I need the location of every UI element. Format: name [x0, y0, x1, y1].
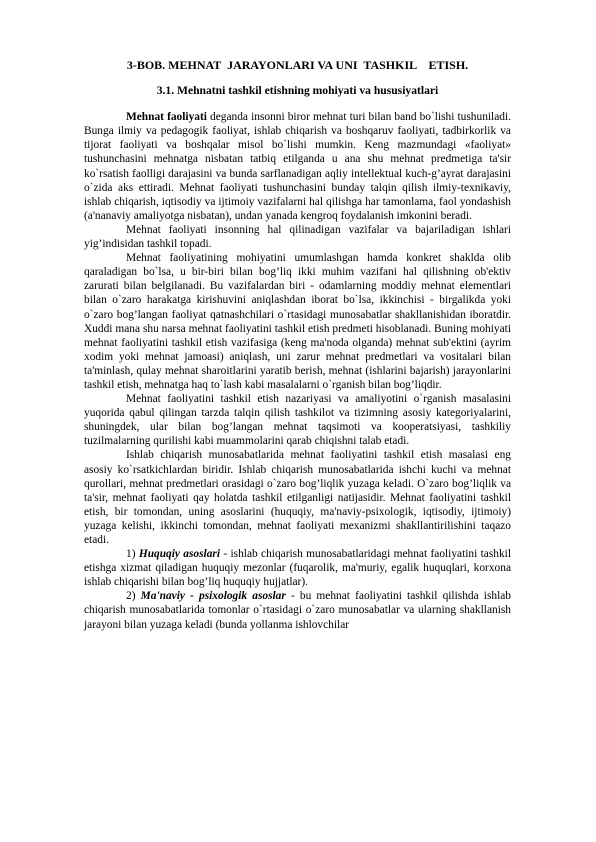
term-mehnat-faoliyati: Mehnat faoliyati [126, 111, 207, 124]
paragraph-text: Ishlab chiqarish munosabatlarida mehnat faoliyatini tashkil etish masalasi eng asosiy ko`rsatkichlardan biridir. Ishlab chiqarish munosabatlarida ishchi kuchi va mehnat qurollari, mehnat predmetlari orasidagi o`zaro bog’liqlik yuzaga keladi. O`zaro bog’liqlik va ta'sir, mehnat faoliyati qay holatda tashkil etilganligi natijasidir. Mehnat faoliyatini tashkil etish, bir tomondan, uning asoslarini (huquqiy, ma'naviy-psixologik, iqtisodiy, ijtimoiy) yuzaga kelishi, ikkinchi tomondan, mehnat faoliyati mexanizmi shakllantirilishini taqazo etadi. [84, 449, 511, 546]
list-item-manaviy-psixologik [84, 589, 511, 631]
document-page [84, 58, 511, 632]
chapter-title: 3-BOB. MEHNAT JARAYONLARI VA UNI TASHKIL ETISH. [126, 58, 469, 72]
paragraph-mohiyati [84, 251, 511, 392]
paragraph-mehnat-faoliyati [84, 110, 511, 223]
term-manaviy-psixologik: Ma'naviy - psixologik asoslar [140, 590, 286, 603]
list-number: 1) [126, 548, 139, 561]
section-title: 3.1. Mehnatni tashkil etishning mohiyati va hususiyatlari [156, 84, 439, 98]
paragraph-text: Mehnat faoliyatini tashkil etish nazariyasi va amaliyotini o`rganish masalasini yuqorida qabul qilingan tarzda talqin qilish tashkilot va tizimning asosiy kategoriyalarini, shuningdek, ular bilan bog’langan mehnat taqsimoti va kooperatsiyasi, tashkiliy tuzilmalarning qurilishi kabi muammolarini qarab chiqishni talab etadi. [84, 393, 511, 448]
paragraph-text: - bu mehnat faoliyatini tashkil qilishda ishlab chiqarish munosabatlarida tomonlar o`rtasidagi o`zaro munosabatlar va ularning shakllanish jarayoni bilan yuzaga keladi (bunda yollanma ishlovchilar [84, 590, 511, 631]
paragraph-text: - ishlab chiqarish munosabatlaridagi mehnat faoliyatini tashkil etishga xizmat qiladigan huquqiy mezonlar (fuqarolik, ma'muriy, egalik huquqlari, korxona ishlab chiqarishi bilan bog’liq huquqiy hujjatlar). [84, 548, 511, 589]
paragraph-nazariyasi [84, 392, 511, 448]
paragraph-definition [84, 223, 511, 251]
term-huquqiy-asoslari: Huquqiy asoslari [138, 548, 221, 561]
list-number: 2) [126, 590, 141, 603]
paragraph-ishlab-chiqarish [84, 448, 511, 547]
list-item-huquqiy-asoslari [84, 547, 511, 589]
paragraph-text: deganda insonni biror mehnat turi bilan band bo`lishi tushuniladi. Bunga ilmiy va pedagogik faoliyat, ishlab chiqarish va boshqaruv faoliyati, tadbirkorlik va tijorat faoliyati va boshqalar misol bo`lishi mumkin. Keng mazmundagi «faoliyat» tushunchasini mehnatga nisbatan tatbiq etilganda u ana shu mehnat predmetiga ta'sir ko`rsatish faolligi darajasini va bunda sarflanadigan aqliy intellektual kuch-g’ayrat darajasini o`zida aks ettiradi. Mehnat faoliyati tushunchasini bunday talqin qilish ilmiy-texnikaviy, ishlab chiqarish, iqtisodiy va ijtimoiy vazifalarni hal qilishga har tamonlama, faol yondashish (a'nanaviy amaliyotga nisbatan), undan yanada kengroq foydalanish imkonini beradi. [84, 111, 511, 222]
paragraph-text: Mehnat faoliyati insonning hal qilinadigan vazifalar va bajariladigan ishlari yig’indisidan tashkil topadi. [84, 223, 511, 251]
paragraph-text: Mehnat faoliyatining mohiyatini umumlashgan hamda konkret shaklda olib qaraladigan bo`lsa, u bir-biri bilan bog’liq ikki muhim vazifani hal qilishning ob'ektiv zarurati bilan belgilanadi. Bu vazifalardan biri - odamlarning moddiy mehnat elementlari bilan o`zaro harakatga kirishuvini aniqlashdan iborat bo`lsa, ikkinchisi - birgalikda yoki o`zaro bog’langan faoliyat qatnashchilari o`rtasidagi munosabatlar shakllanishidan iboratdir. Xuddi mana shu narsa mehnat faoliyatini tashkil etish predmeti hisoblanadi. Buning mohiyati mehnat faoliyatini tashkil etish vazifasiga (keng ma'noda olganda) mehnat sub'ektini (ayrim xodim yoki mehnat jamoasi) aniqlash, uni zarur mehnat predmetlari va vositalari bilan ta'minlash, qulay mehnat sharoitlarini yaratib berish, mehnat (ishlarini bajarish) jarayonlarini tashkil etish, mehnatga haq to`lash kabi masalalarni o`rganish bilan bog’liqdir. [84, 252, 511, 391]
